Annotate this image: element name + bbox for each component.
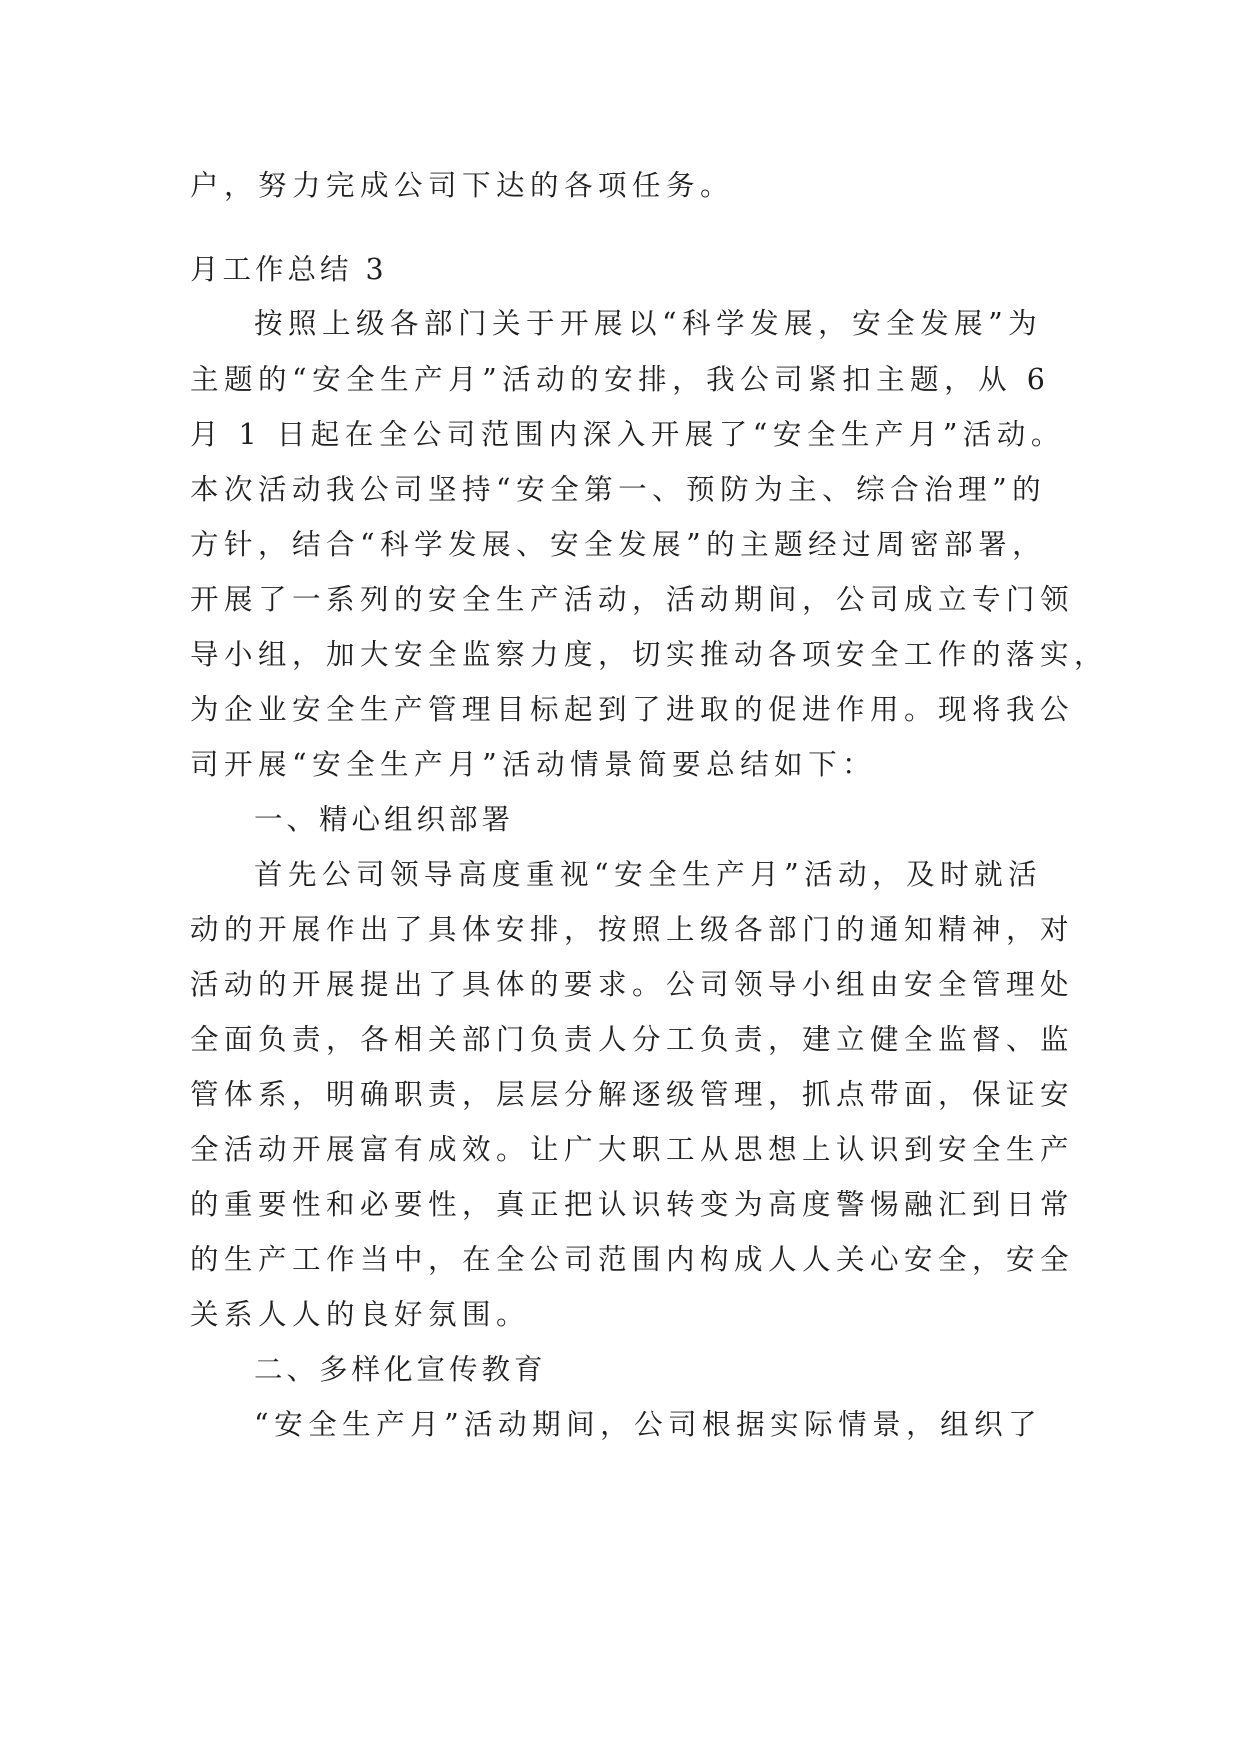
text-line-17: 管体系，明确职责，层层分解逐级管理，抓点带面，保证安 bbox=[190, 1078, 1075, 1111]
text-line-19: 的重要性和必要性，真正把认识转变为高度警惕融汇到日常 bbox=[190, 1188, 1075, 1221]
text-line-4: 主题的“安全生产月”活动的安排，我公司紧扣主题，从 6 bbox=[190, 363, 1051, 396]
text-line-14: 动的开展作出了具体安排，按照上级各部门的通知精神，对 bbox=[190, 913, 1075, 946]
section-title: 月工作总结 3 bbox=[190, 253, 388, 286]
subheading-2: 二、多样化宣传教育 bbox=[254, 1353, 547, 1386]
text-line-9: 导小组，加大安全监察力度，切实推动各项安全工作的落实， bbox=[190, 638, 1109, 671]
text-line-16: 全面负责，各相关部门负责人分工负责，建立健全监督、监 bbox=[190, 1023, 1075, 1056]
text-line-7: 方针，结合“科学发展、安全发展”的主题经过周密部署， bbox=[190, 528, 1047, 561]
text-line-3: 按照上级各部门关于开展以“科学发展，安全发展”为 bbox=[254, 307, 1043, 340]
text-line-8: 开展了一系列的安全生产活动，活动期间，公司成立专门领 bbox=[190, 583, 1075, 616]
text-line-1: 户，努力完成公司下达的各项任务。 bbox=[190, 169, 735, 202]
text-line-5: 月 1 日起在全公司范围内深入开展了“安全生产月”活动。 bbox=[190, 418, 1065, 451]
text-line-6: 本次活动我公司坚持“安全第一、预防为主、综合治理”的 bbox=[190, 473, 1047, 506]
text-line-23: “安全生产月”活动期间，公司根据实际情景，组织了 bbox=[254, 1408, 1043, 1441]
text-line-13: 首先公司领导高度重视“安全生产月”活动，及时就活 bbox=[254, 858, 1043, 891]
text-line-15: 活动的开展提出了具体的要求。公司领导小组由安全管理处 bbox=[190, 968, 1075, 1001]
text-line-20: 的生产工作当中，在全公司范围内构成人人关心安全，安全 bbox=[190, 1243, 1075, 1276]
text-line-10: 为企业安全生产管理目标起到了进取的促进作用。现将我公 bbox=[190, 693, 1075, 726]
text-line-18: 全活动开展富有成效。让广大职工从思想上认识到安全生产 bbox=[190, 1133, 1075, 1166]
subheading-1: 一、精心组织部署 bbox=[254, 803, 515, 836]
text-line-21: 关系人人的良好氛围。 bbox=[190, 1298, 531, 1331]
text-line-11: 司开展“安全生产月”活动情景简要总结如下： bbox=[190, 748, 877, 781]
